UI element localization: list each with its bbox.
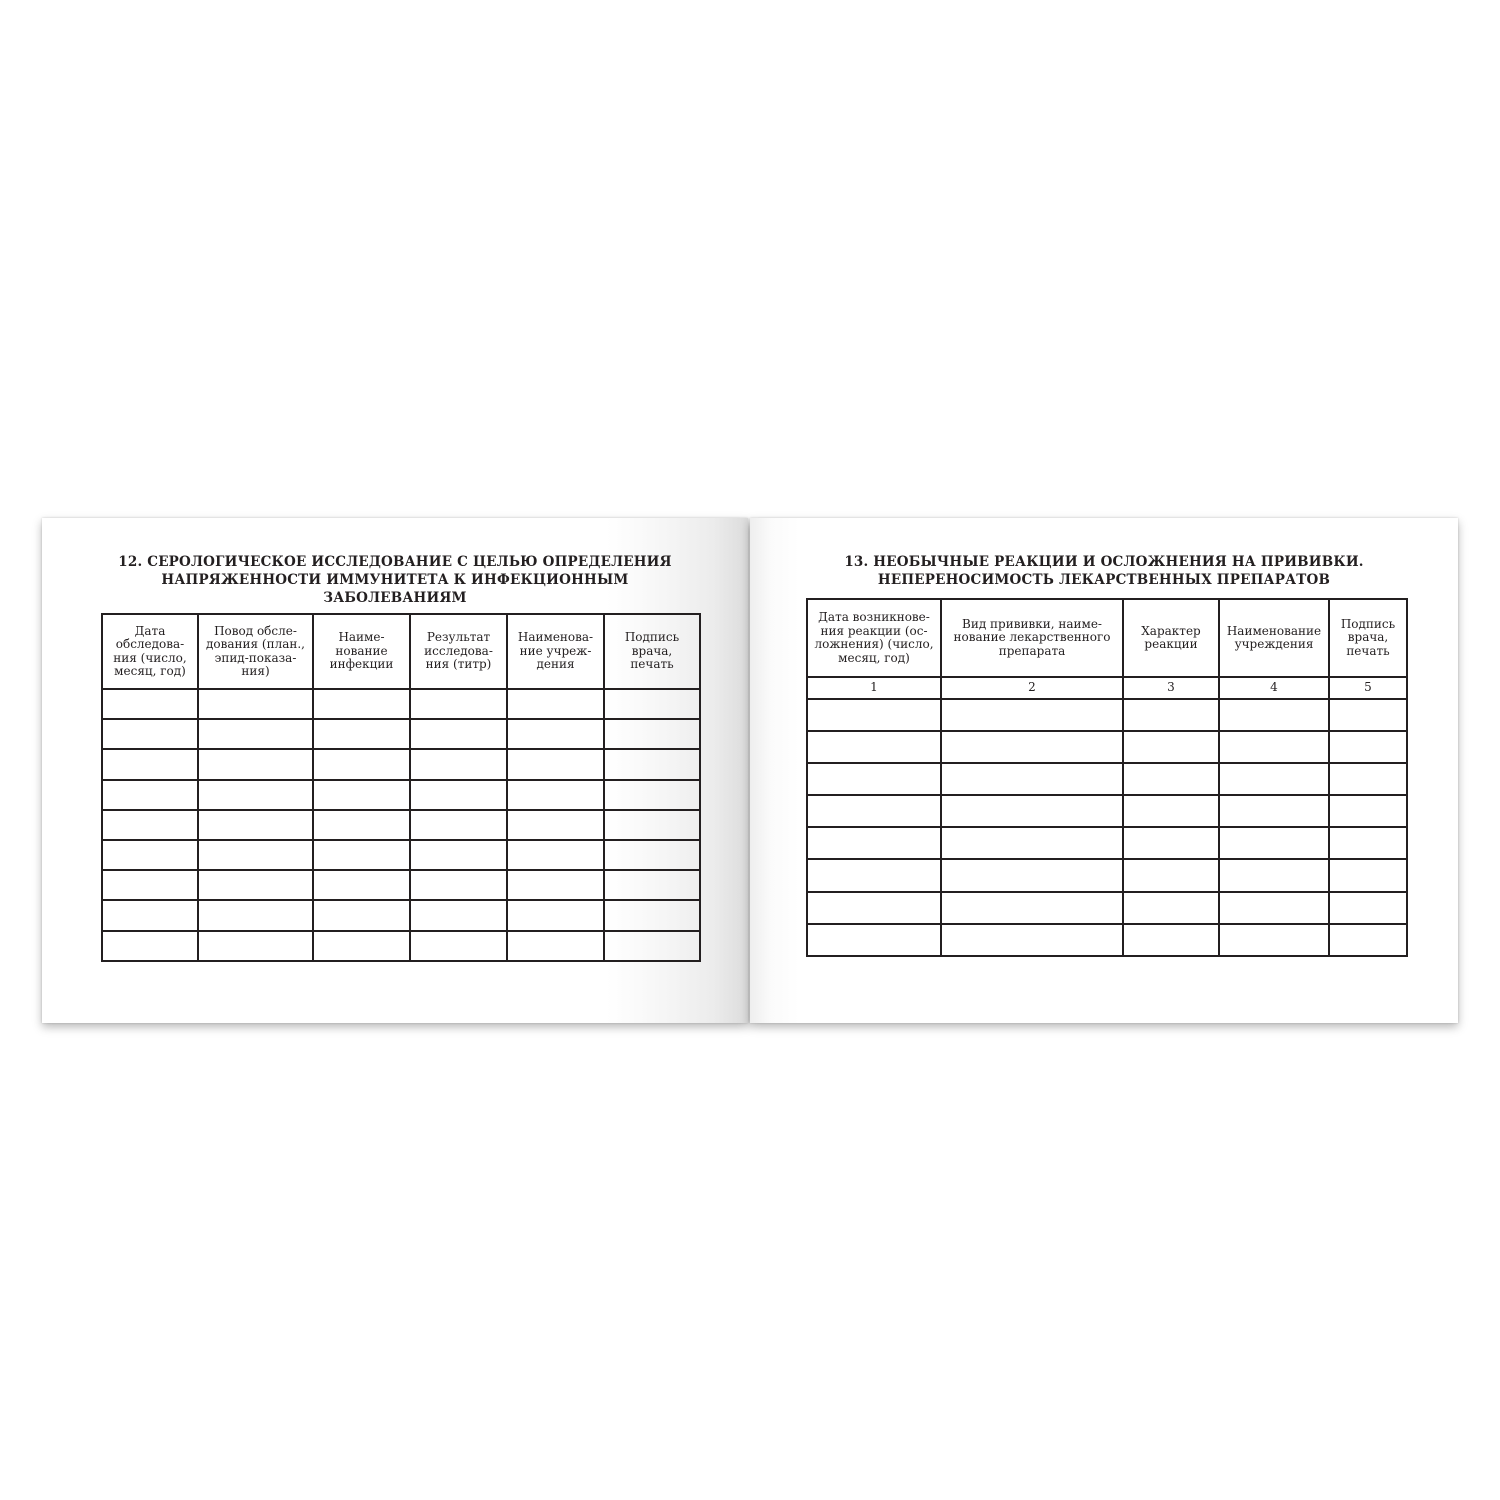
header-text-line: ние учреж-	[519, 643, 592, 658]
empty-cell[interactable]	[198, 749, 313, 779]
section-12-title	[42, 553, 748, 607]
empty-cell[interactable]	[102, 900, 198, 930]
empty-cell[interactable]	[1329, 924, 1407, 956]
table-row	[102, 840, 700, 870]
empty-cell[interactable]	[1329, 731, 1407, 763]
reactions-table	[806, 598, 1408, 957]
empty-cell[interactable]	[1329, 795, 1407, 827]
empty-cell[interactable]	[313, 810, 410, 840]
header-text-line: Повод обсле-	[214, 623, 297, 638]
empty-cell[interactable]	[807, 859, 941, 891]
empty-cell[interactable]	[410, 870, 507, 900]
table-row	[807, 924, 1407, 956]
empty-cell[interactable]	[313, 931, 410, 961]
empty-cell[interactable]	[198, 840, 313, 870]
empty-cell[interactable]	[807, 892, 941, 924]
empty-cell[interactable]	[410, 840, 507, 870]
table-row	[807, 731, 1407, 763]
empty-cell[interactable]	[807, 924, 941, 956]
table-row	[102, 870, 700, 900]
table-row	[807, 859, 1407, 891]
empty-cell[interactable]	[507, 900, 604, 930]
table-row	[102, 749, 700, 779]
empty-cell[interactable]	[313, 749, 410, 779]
empty-cell[interactable]	[198, 900, 313, 930]
table-row	[102, 719, 700, 749]
empty-cell[interactable]	[941, 699, 1123, 731]
header-text-line: дения	[536, 657, 575, 672]
header-text-line: инфекции	[329, 657, 394, 672]
header-text-line: ния (число,	[113, 650, 187, 665]
empty-cell[interactable]	[198, 870, 313, 900]
title-line: 12. СЕРОЛОГИЧЕСКОЕ ИССЛЕДОВАНИЕ С ЦЕЛЬЮ ОПРЕДЕЛЕНИЯ	[118, 554, 672, 570]
empty-cell[interactable]	[1123, 892, 1219, 924]
empty-cell[interactable]	[507, 780, 604, 810]
empty-cell[interactable]	[941, 859, 1123, 891]
header-text-line: Дата возникнове-	[818, 610, 930, 624]
empty-cell[interactable]	[1123, 763, 1219, 795]
column-header-exam-date	[102, 614, 198, 689]
empty-cell[interactable]	[1123, 859, 1219, 891]
empty-cell[interactable]	[1219, 892, 1329, 924]
table-row	[807, 699, 1407, 731]
header-text-line: Дата	[134, 623, 166, 638]
empty-cell[interactable]	[1219, 763, 1329, 795]
empty-cell[interactable]	[807, 699, 941, 731]
header-text-line: ния реакции (ос-	[820, 623, 928, 638]
empty-cell[interactable]	[941, 892, 1123, 924]
header-text-line: эпид-показа-	[214, 650, 297, 665]
header-text-line: врача,	[1347, 630, 1389, 645]
empty-cell[interactable]	[941, 795, 1123, 827]
empty-cell[interactable]	[604, 689, 700, 719]
empty-cell[interactable]	[1219, 699, 1329, 731]
column-header-infection-name	[313, 614, 410, 689]
header-text-line: ния (титр)	[425, 657, 492, 672]
serology-table	[101, 613, 701, 962]
header-text-line: Характер	[1141, 623, 1201, 638]
empty-cell[interactable]	[410, 689, 507, 719]
column-number: 2	[941, 677, 1123, 699]
table-row	[807, 763, 1407, 795]
table-row	[807, 827, 1407, 859]
empty-cell[interactable]	[604, 780, 700, 810]
header-text-line: Наиме-	[338, 630, 385, 645]
serology-table-body	[102, 689, 700, 961]
empty-cell[interactable]	[604, 749, 700, 779]
empty-cell[interactable]	[941, 827, 1123, 859]
empty-cell[interactable]	[410, 900, 507, 930]
empty-cell[interactable]	[1123, 924, 1219, 956]
empty-cell[interactable]	[1123, 699, 1219, 731]
header-text-line: врача,	[631, 643, 673, 658]
column-number: 5	[1329, 677, 1407, 699]
empty-cell[interactable]	[410, 810, 507, 840]
empty-cell[interactable]	[1329, 827, 1407, 859]
left-page	[42, 518, 748, 1023]
empty-cell[interactable]	[507, 749, 604, 779]
empty-cell[interactable]	[507, 931, 604, 961]
empty-cell[interactable]	[102, 870, 198, 900]
empty-cell[interactable]	[102, 780, 198, 810]
header-text-line: ния)	[241, 664, 270, 678]
title-line: 13. НЕОБЫЧНЫЕ РЕАКЦИИ И ОСЛОЖНЕНИЯ НА ПРИВИВКИ.	[844, 554, 1364, 570]
header-text-line: нование лекарственного	[953, 630, 1111, 645]
title-line: НАПРЯЖЕННОСТИ ИММУНИТЕТА К ИНФЕКЦИОННЫМ	[161, 572, 629, 588]
column-number: 4	[1219, 677, 1329, 699]
empty-cell[interactable]	[1219, 924, 1329, 956]
empty-cell[interactable]	[102, 840, 198, 870]
header-text-line: нование	[335, 643, 388, 658]
empty-cell[interactable]	[313, 719, 410, 749]
empty-cell[interactable]	[507, 689, 604, 719]
empty-cell[interactable]	[507, 719, 604, 749]
empty-cell[interactable]	[313, 870, 410, 900]
empty-cell[interactable]	[313, 840, 410, 870]
header-text-line: месяц, год)	[838, 650, 910, 665]
empty-cell[interactable]	[1329, 859, 1407, 891]
section-13-title	[750, 553, 1458, 589]
empty-cell[interactable]	[1123, 795, 1219, 827]
empty-cell[interactable]	[1219, 859, 1329, 891]
column-header-result-titer	[410, 614, 507, 689]
empty-cell[interactable]	[807, 731, 941, 763]
empty-cell[interactable]	[941, 924, 1123, 956]
empty-cell[interactable]	[102, 749, 198, 779]
empty-cell[interactable]	[410, 931, 507, 961]
header-text-line: препарата	[998, 643, 1066, 658]
empty-cell[interactable]	[1329, 699, 1407, 731]
table-row	[102, 780, 700, 810]
empty-cell[interactable]	[198, 810, 313, 840]
empty-cell[interactable]	[1219, 827, 1329, 859]
empty-cell[interactable]	[313, 900, 410, 930]
empty-cell[interactable]	[604, 840, 700, 870]
empty-cell[interactable]	[1329, 892, 1407, 924]
header-text-line: обследова-	[115, 637, 185, 651]
empty-cell[interactable]	[410, 749, 507, 779]
title-line: ЗАБОЛЕВАНИЯМ	[323, 590, 467, 606]
empty-cell[interactable]	[507, 810, 604, 840]
column-number: 3	[1123, 677, 1219, 699]
empty-cell[interactable]	[198, 931, 313, 961]
table-row	[102, 689, 700, 719]
column-header-institution	[507, 614, 604, 689]
header-text-line: печать	[630, 657, 674, 672]
empty-cell[interactable]	[604, 900, 700, 930]
header-text-line: Подпись	[624, 630, 680, 645]
header-text-line: печать	[1346, 643, 1390, 658]
empty-cell[interactable]	[507, 840, 604, 870]
table-row	[102, 810, 700, 840]
empty-cell[interactable]	[102, 810, 198, 840]
empty-cell[interactable]	[604, 810, 700, 840]
reactions-table-body	[807, 699, 1407, 956]
column-header-reaction-date	[807, 599, 941, 677]
column-number: 1	[807, 677, 941, 699]
header-text-line: Наименование	[1226, 623, 1322, 638]
empty-cell[interactable]	[507, 870, 604, 900]
empty-cell[interactable]	[807, 763, 941, 795]
table-row	[807, 892, 1407, 924]
header-text-line: Наименова-	[517, 630, 594, 645]
header-text-line: Вид прививки, наиме-	[962, 616, 1102, 631]
empty-cell[interactable]	[410, 719, 507, 749]
empty-cell[interactable]	[1219, 731, 1329, 763]
header-text-line: учреждения	[1234, 637, 1314, 651]
empty-cell[interactable]	[1123, 827, 1219, 859]
table-row	[102, 900, 700, 930]
empty-cell[interactable]	[102, 931, 198, 961]
column-header-institution	[1219, 599, 1329, 677]
empty-cell[interactable]	[941, 763, 1123, 795]
column-header-doctor-signature	[604, 614, 700, 689]
empty-cell[interactable]	[313, 780, 410, 810]
empty-cell[interactable]	[198, 719, 313, 749]
empty-cell[interactable]	[102, 719, 198, 749]
empty-cell[interactable]	[102, 689, 198, 719]
empty-cell[interactable]	[604, 870, 700, 900]
column-header-exam-reason	[198, 614, 313, 689]
empty-cell[interactable]	[198, 689, 313, 719]
right-page	[750, 518, 1458, 1023]
header-text-line: Результат	[426, 630, 491, 645]
column-header-reaction-character	[1123, 599, 1219, 677]
header-text-line: исследова-	[424, 643, 493, 658]
column-header-vaccine-type	[941, 599, 1123, 677]
empty-cell[interactable]	[198, 780, 313, 810]
empty-cell[interactable]	[604, 719, 700, 749]
table-row	[102, 931, 700, 961]
header-text-line: месяц, год)	[114, 664, 186, 678]
header-text-line: Подпись	[1340, 616, 1396, 631]
table-row	[807, 795, 1407, 827]
header-text-line: дования (план.,	[206, 637, 305, 651]
empty-cell[interactable]	[410, 780, 507, 810]
column-header-doctor-signature	[1329, 599, 1407, 677]
header-text-line: ложнения) (число,	[814, 637, 934, 651]
empty-cell[interactable]	[807, 827, 941, 859]
empty-cell[interactable]	[807, 795, 941, 827]
empty-cell[interactable]	[604, 931, 700, 961]
empty-cell[interactable]	[1219, 795, 1329, 827]
header-text-line: реакции	[1144, 637, 1198, 651]
title-line: НЕПЕРЕНОСИМОСТЬ ЛЕКАРСТВЕННЫХ ПРЕПАРАТОВ	[877, 572, 1331, 588]
empty-cell[interactable]	[313, 689, 410, 719]
empty-cell[interactable]	[1329, 763, 1407, 795]
empty-cell[interactable]	[941, 731, 1123, 763]
empty-cell[interactable]	[1123, 731, 1219, 763]
